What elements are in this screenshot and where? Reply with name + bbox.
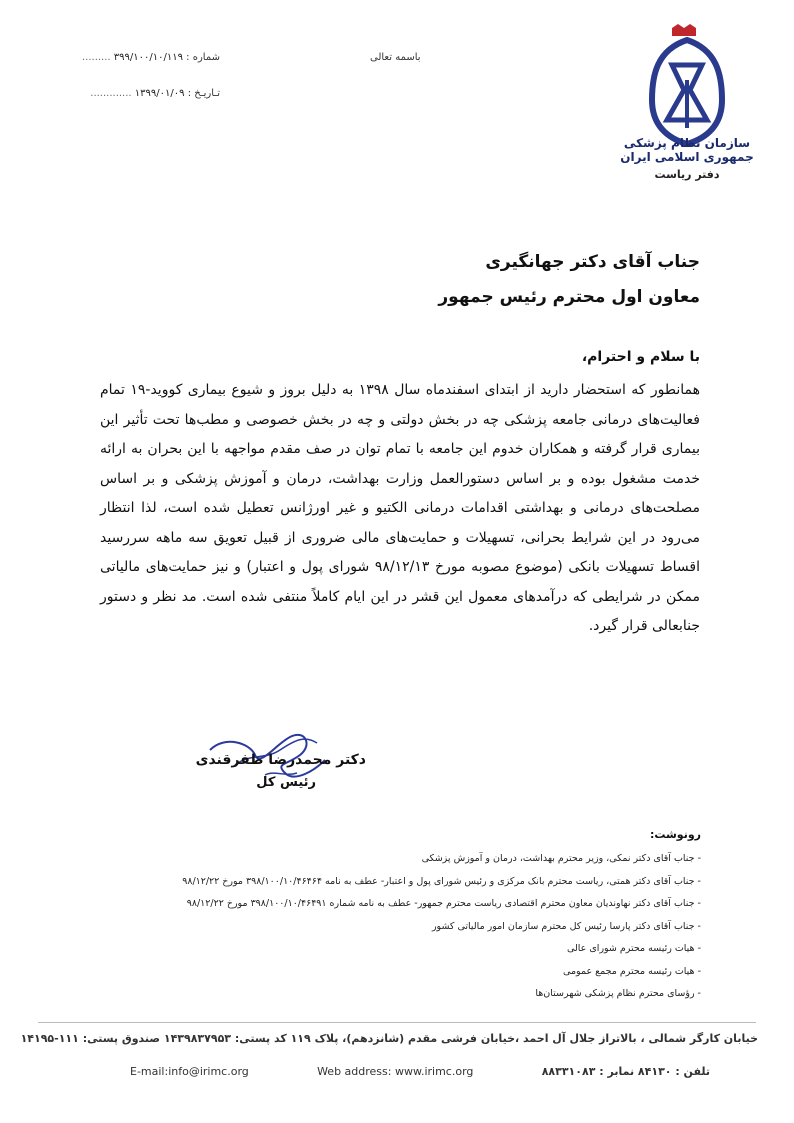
cc-title: رونوشت:: [649, 828, 701, 841]
list-item: - جناب آقای دکتر نمکی، وزیر محترم بهداشت، درمان و آموزش پزشکی: [421, 853, 701, 864]
footer-email: E-mail:info@irimc.org: [130, 1065, 249, 1078]
org-name: سازمان نظام پزشکی جمهوری اسلامی ایران: [620, 136, 754, 164]
list-item: - هیات رئیسه محترم مجمع عمومی: [563, 965, 701, 977]
letter-date: [90, 88, 220, 99]
org-office: دفتر ریاست: [654, 168, 720, 181]
footer-address: خیابان کارگر شمالی ، بالاتراز جلال آل احمد ،خیابان فرشی مقدم (شانزدهم)، پلاک ۱۱۹ کد پستی: ۱۴۳۹۸۳۷۹۵۳ صندوق پستی: ۱۱۱-۱۴۱۹۵: [20, 1032, 758, 1045]
irimc-logo-icon: [612, 20, 762, 190]
dots: .........: [81, 52, 111, 63]
letter-date-value: ۱۳۹۹/۰۱/۰۹: [134, 88, 185, 99]
letter-number-label: شماره :: [186, 52, 220, 63]
list-item: - جناب آقای دکتر پارسا رئیس کل محترم سازمان امور مالیاتی کشور: [431, 920, 701, 932]
cc-list: [101, 848, 701, 1006]
footer-web: Web address: www.irimc.org: [317, 1065, 474, 1078]
footer-divider: [38, 1022, 756, 1023]
addressee-line2: معاون اول محترم رئیس جمهور: [438, 287, 700, 307]
footer-contact: [130, 1065, 710, 1078]
signatory-title: رئیس کل: [256, 775, 316, 790]
list-item: - هیات رئیسه محترم شورای عالی: [566, 943, 701, 954]
footer-phone: تلفن : ۸۴۱۳۰ نمابر : ۸۸۳۳۱۰۸۳: [541, 1065, 710, 1078]
list-item: - جناب آقای دکتر نهاوندیان معاون محترم اقتصادی ریاست محترم جمهور- عطف به نامه شماره ۳۹۸/۱۰۰/۱۰/۴۶۴۹۱ مورخ ۹۸/۱۲/۲۲: [186, 898, 701, 909]
list-item: - رؤسای محترم نظام پزشکی شهرستان‌ها: [535, 988, 701, 999]
greeting: با سلام و احترام،: [581, 349, 700, 365]
letter-number: [82, 52, 220, 63]
letter-number-value: ۳۹۹/۱۰۰/۱۰/۱۱۹: [113, 52, 183, 63]
basmeh-text: باسمه تعالی: [370, 52, 421, 63]
letter-body: همانطور که استحضار دارید از ابتدای اسفندماه سال ۱۳۹۸ به دلیل بروز و شیوع بیماری کووید-۱۹ تمام فعالیت‌های درمانی جامعه پزشکی چه در بخش دولتی و چه در بخش خصوصی و مطب‌ها تحت تأثیر این بیماری قرار گرفته و همکاران خدوم این جامعه با تمام توان در صف مقدم مواجهه با این بحران به ارائه خدمت مشغول بوده و بر اساس دستورالعمل وزارت بهداشت، درمان و آموزش پزشکی و بر اساس مصلحت‌های درمانی و بهداشتی اقدامات درمانی الکتیو و غیر اورژانس تعطیل شده است، لذا انتظار می‌رود در این شرایط بحرانی، تسهیلات و حمایت‌های مالی ضروری از قبیل تعویق سه ماهه سررسید اقساط تسهیلات بانکی (موضوع مصوبه مورخ ۹۸/۱۲/۱۳ شورای پول و اعتبار) و نیز حمایت‌های مالیاتی ممکن در شرایطی که درآمدهای معمول این قشر در این ایام کاملاً منتفی شده است. مد نظر و دستور جنابعالی قرار گیرد.: [100, 382, 701, 634]
letter-date-label: تـاریـخ :: [187, 88, 220, 99]
list-item: - جناب آقای دکتر همتی، ریاست محترم بانک مرکزی و رئیس شورای پول و اعتبار- عطف به نامه ۳۹۸/۱۰۰/۱۰/۴۶۴۶۴ مورخ ۹۸/۱۲/۲۲: [182, 875, 701, 887]
dots: .............: [90, 88, 132, 99]
addressee-line1: جناب آقای دکتر جهانگیری: [485, 252, 700, 272]
signatory-name: دکتر محمدرضا ظفرقندی: [195, 752, 366, 768]
